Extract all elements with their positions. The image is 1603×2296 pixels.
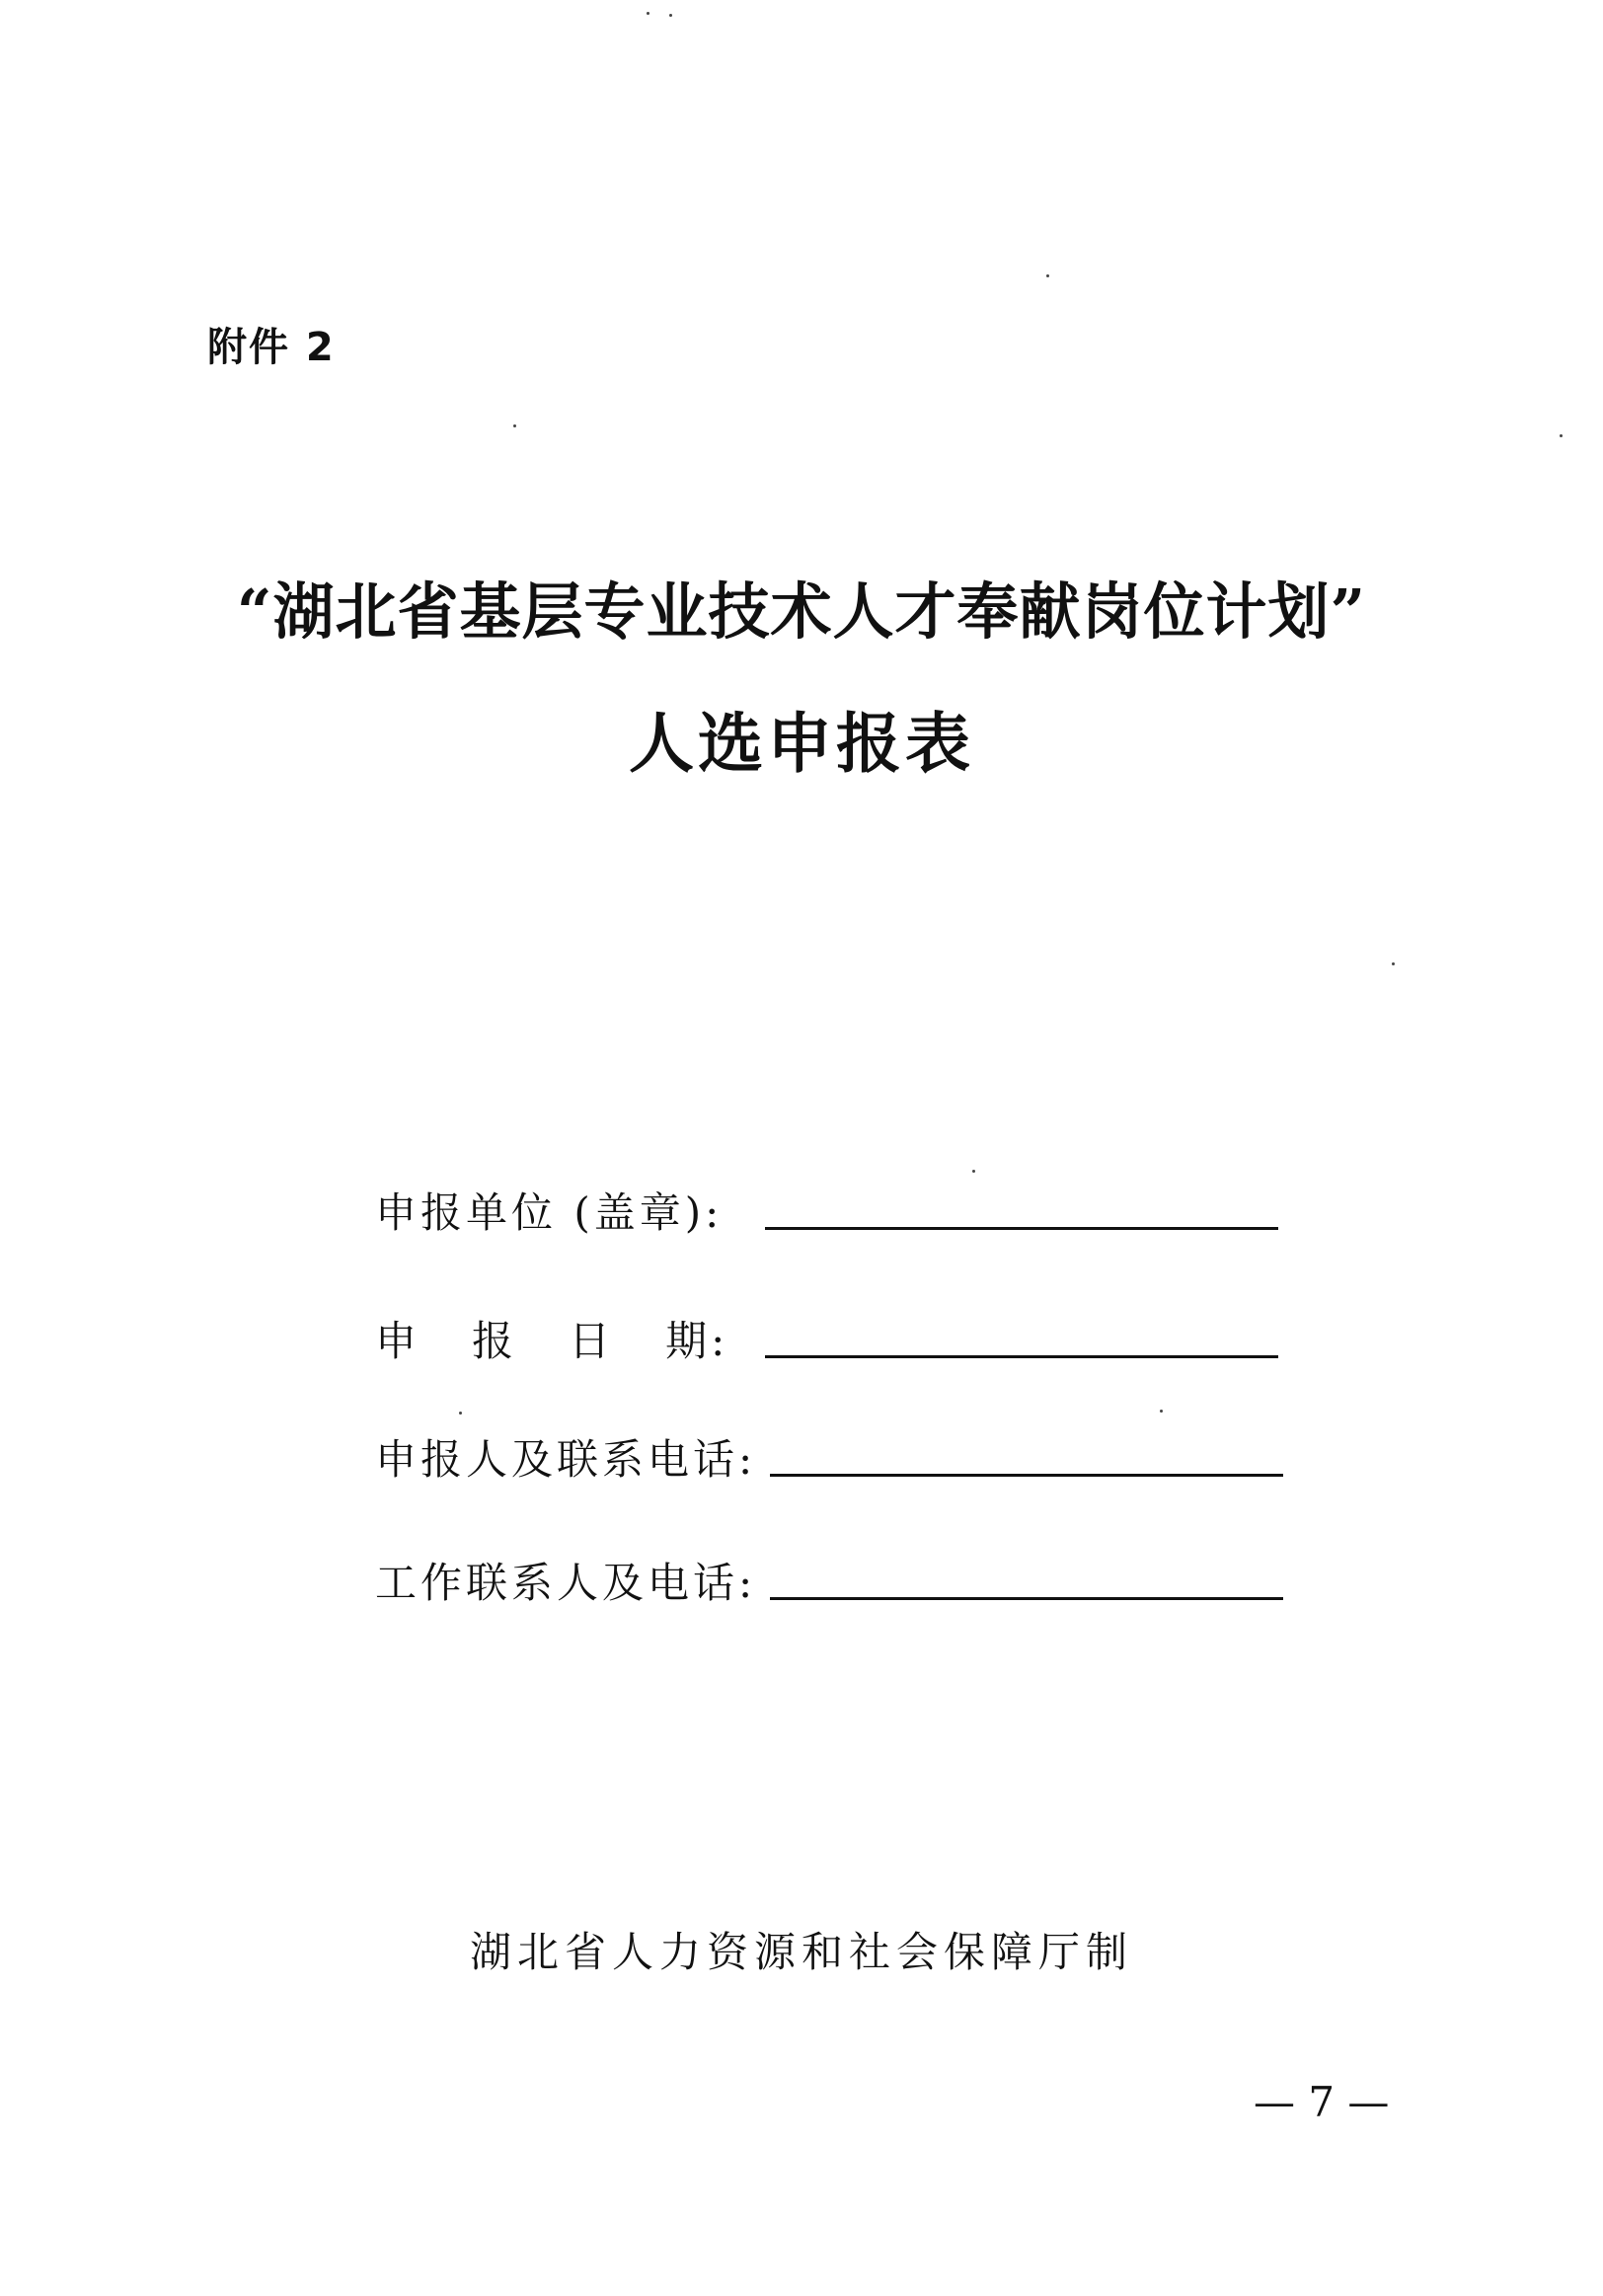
form-row-applicant-unit bbox=[375, 1175, 724, 1237]
form-blank-work-contact-phone[interactable] bbox=[770, 1597, 1283, 1600]
scan-speck bbox=[647, 12, 649, 15]
scan-speck bbox=[1160, 1410, 1163, 1413]
page-number: — 7 — bbox=[1254, 2078, 1390, 2126]
scan-speck bbox=[1046, 274, 1049, 277]
form-blank-application-date[interactable] bbox=[765, 1355, 1278, 1358]
document-title: “湖北省基层专业技术人才奉献岗位计划” bbox=[236, 575, 1367, 648]
form-row-applicant-phone bbox=[375, 1421, 757, 1484]
form-label-applicant-unit: 申报单位 (盖章): bbox=[375, 1188, 724, 1237]
issuing-organization: 湖北省人力资源和社会保障厅制 bbox=[469, 1928, 1133, 1976]
scan-speck bbox=[972, 1170, 975, 1173]
document-subtitle: 人选申报表 bbox=[629, 705, 974, 782]
scan-speck bbox=[1392, 962, 1395, 965]
attachment-label: 附件 2 bbox=[207, 325, 336, 370]
scan-speck bbox=[459, 1412, 462, 1415]
form-row-work-contact-phone bbox=[375, 1545, 757, 1607]
scan-speck bbox=[669, 14, 672, 17]
form-label-work-contact-phone: 工作联系人及电话: bbox=[375, 1559, 757, 1607]
form-blank-applicant-unit[interactable] bbox=[765, 1227, 1278, 1230]
form-row-application-date bbox=[375, 1303, 729, 1365]
scan-speck bbox=[1560, 434, 1563, 437]
scan-speck bbox=[513, 424, 516, 427]
form-blank-applicant-phone[interactable] bbox=[770, 1474, 1283, 1477]
form-label-application-date: 申 报 日 期: bbox=[375, 1317, 729, 1365]
form-label-applicant-phone: 申报人及联系电话: bbox=[375, 1435, 757, 1484]
